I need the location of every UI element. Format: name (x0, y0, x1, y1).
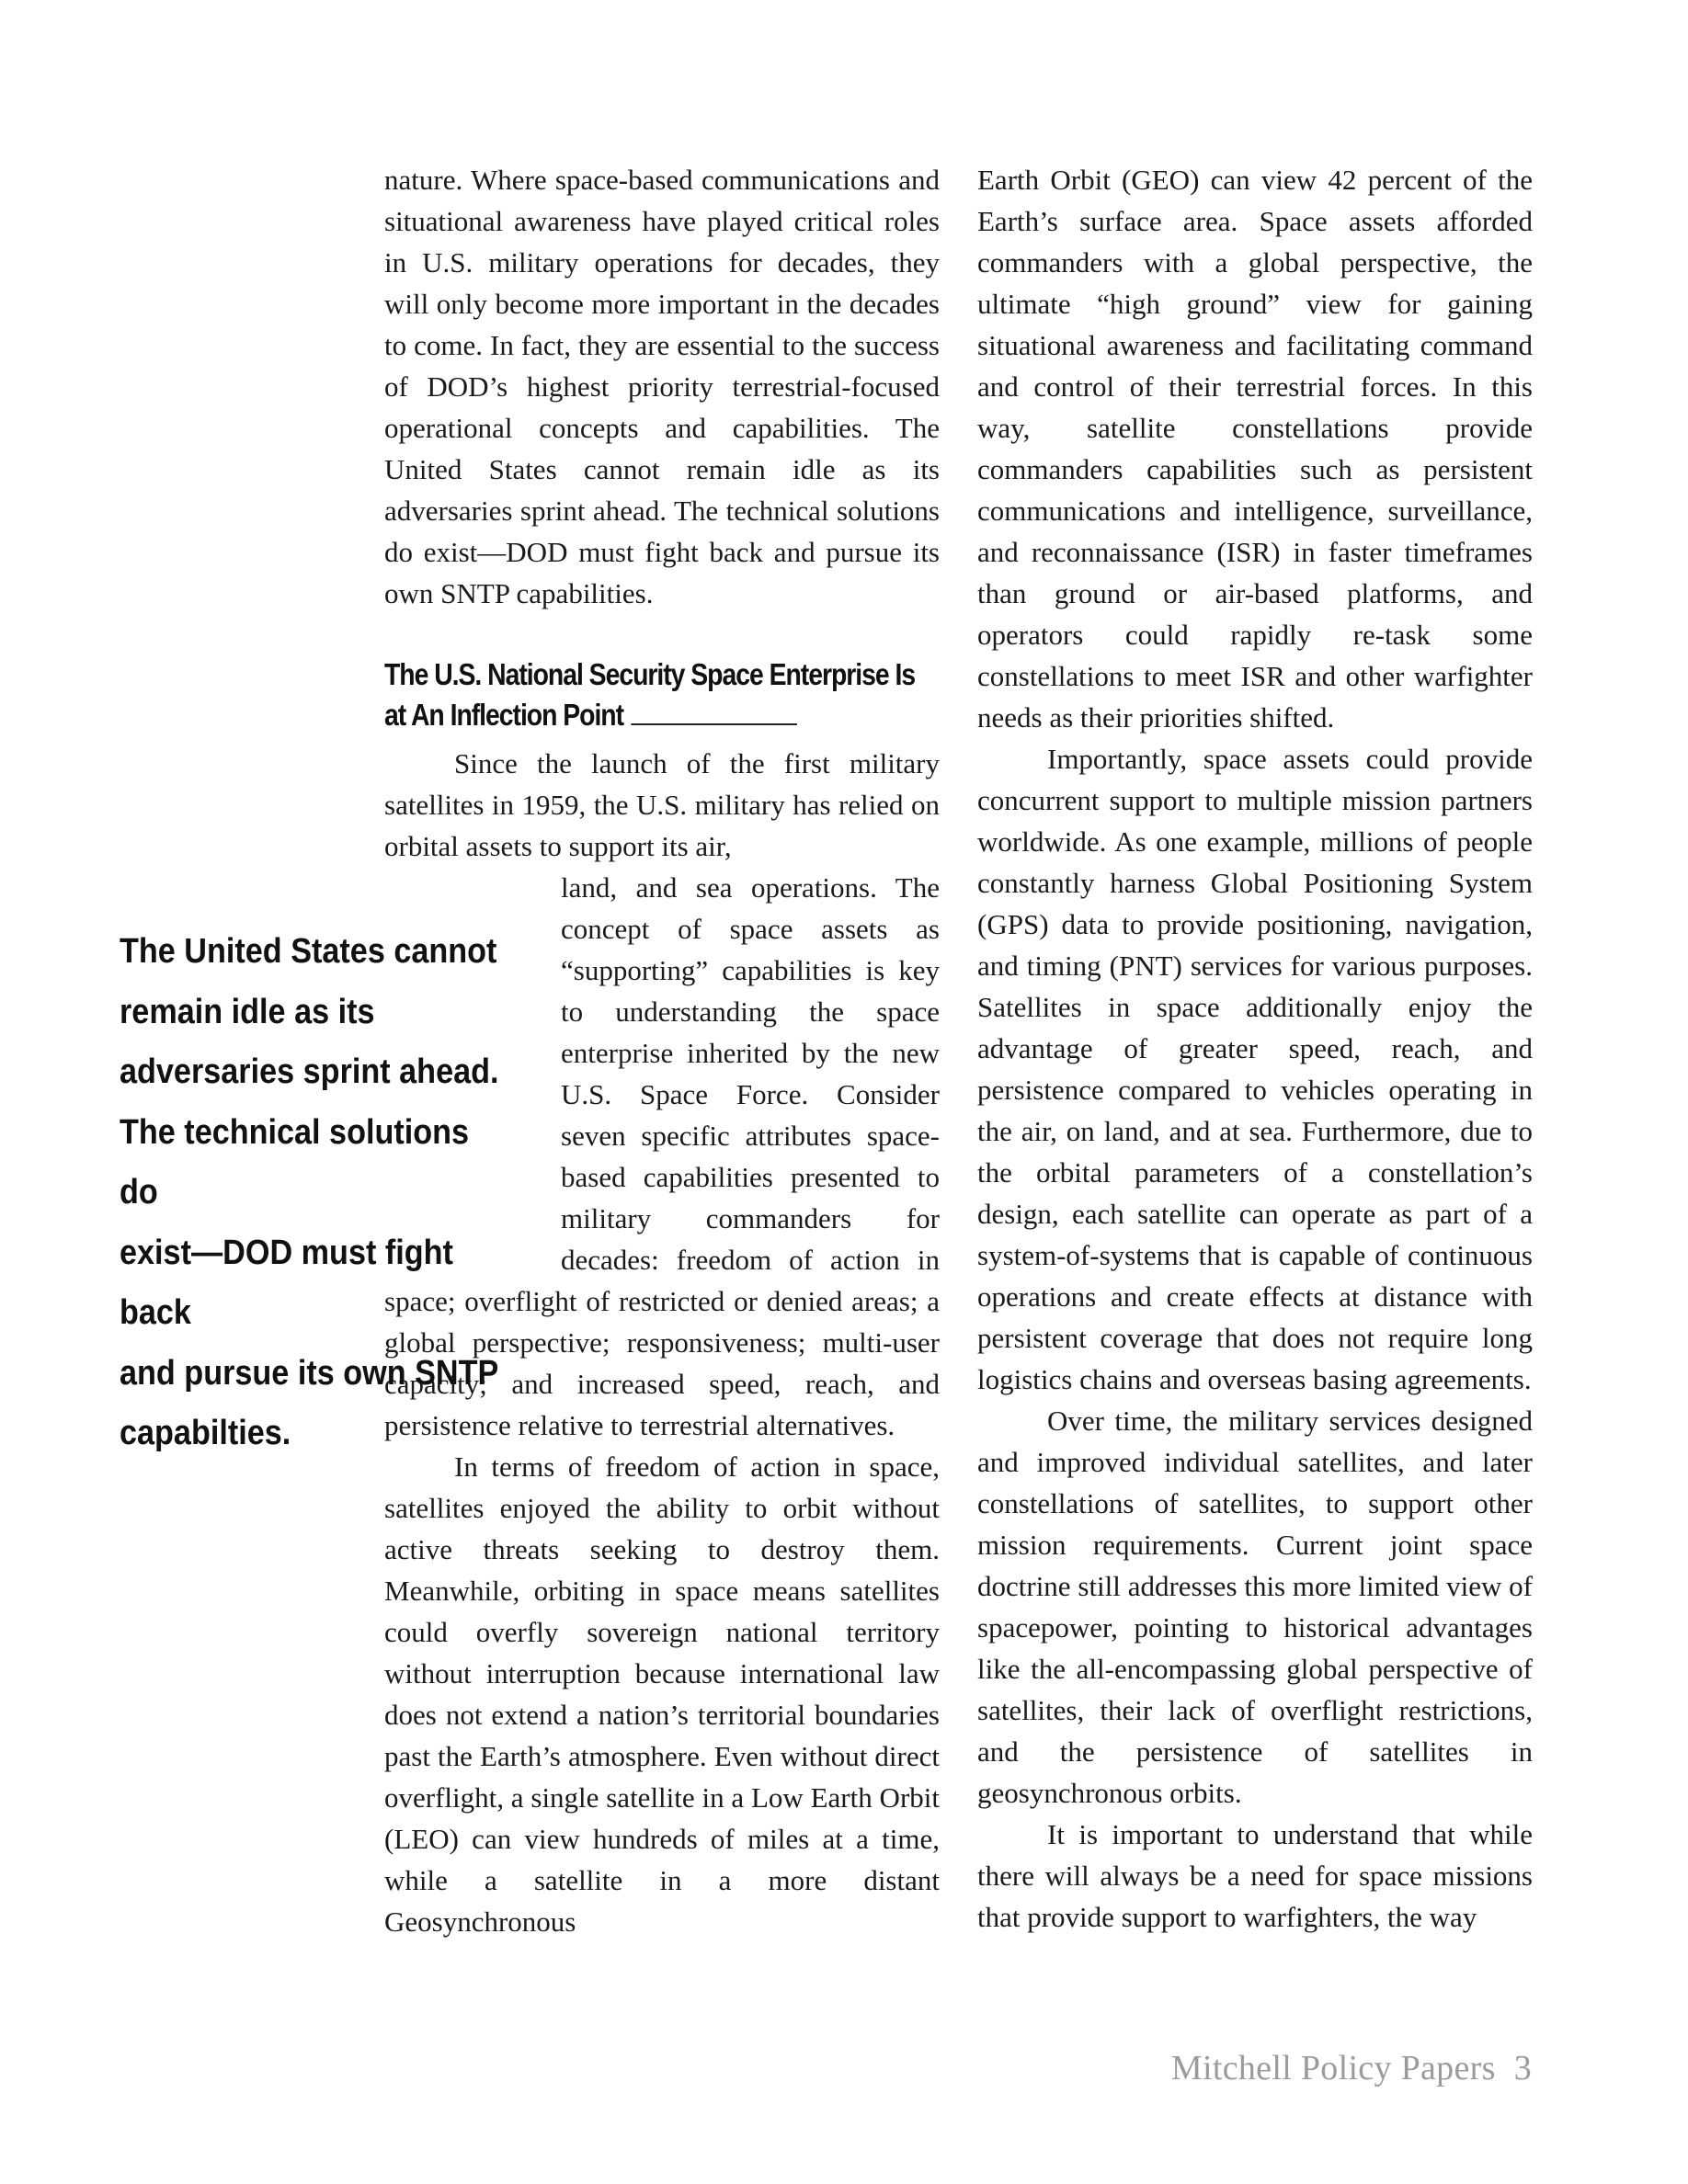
pull-quote-line: and pursue its own SNTP (120, 1353, 499, 1393)
page-footer (1171, 2048, 1532, 2088)
section-heading-text: The U.S. National Security Space Enterprise Is at An Inflection Point (384, 657, 916, 732)
left-paragraph-2-wrap: land, and sea operations. The concept of space assets as “supporting” capabilities is key to understanding the space enterprise inherited by the new U.S. Space Force. Consider seven specific attributes space-based capabilities presented to military commanders for decades: freedom of action in space; overflight of restricted or denied areas; a global perspective; responsiveness; multi-user capacity; and increased speed, reach, and persistence relative to terrestrial alternatives. (384, 871, 940, 1441)
right-paragraph-2: Importantly, space assets could provide concurrent support to multiple mission partners worldwide. As one example, millions of people constantly harness Global Positioning System (GPS) data to provide positioning, navigation, and timing (PNT) services for various purposes. Satellites in space additionally enjoy the advantage of greater speed, reach, and persistence compared to vehicles operating in the air, on land, and at sea. Furthermore, due to the orbital parameters of a constellation’s design, each satellite can operate as part of a system-of-systems that is capable of continuous operations and create effects at distance with persistent coverage that does not require long logistics chains and overseas basing agreements. (977, 743, 1533, 1395)
pull-quote-line: adversaries sprint ahead. (120, 1052, 499, 1091)
pull-quote-line: capabilties. (120, 1414, 291, 1452)
heading-rule (632, 723, 798, 725)
left-paragraph-3: In terms of freedom of action in space, satellites enjoyed the ability to orbit without active threats seeking to destroy them. Meanwhile, orbiting in space means satellites could overfly sovereign national territory without interruption because international law does not extend a nation’s territorial boundaries past the Earth’s atmosphere. Even without direct overflight, a single satellite in a Low Earth Orbit (LEO) can view hundreds of miles at a time, while a satellite in a more distant Geosynchronous (384, 1450, 940, 1938)
publication-name: Mitchell Policy Papers (1170, 2049, 1496, 2087)
section-heading (384, 654, 940, 735)
right-paragraph-3: Over time, the military services designed and improved individual satellites, and later constellations of satellites, to support other mission requirements. Current joint space doctrine still addresses this more limited view of spacepower, pointing to historical advantages like the all-encompassing global perspective of satellites, their lack of overflight restrictions, and the persistence of satellites in geosynchronous orbits. (977, 1405, 1533, 1809)
pull-quote-line: exist—DOD must fight back (120, 1233, 453, 1332)
left-paragraph-1: nature. Where space-based communications and situational awareness have played critical roles in U.S. military operations for decades, they will only become more important in the decades to come. In fact, they are essential to the success of DOD’s highest priority terrestrial-focused operational concepts and capabilities. The United States cannot remain idle as its adversaries sprint ahead. The technical solutions do exist—DOD must fight back and pursue its own SNTP capabilities. (384, 164, 940, 609)
pull-quote (120, 922, 508, 1464)
pull-quote-line: The United States cannot (120, 932, 497, 971)
pull-quote-line: The technical solutions do (120, 1112, 470, 1211)
page-number: 3 (1513, 2049, 1532, 2087)
left-paragraph-2-intro: Since the launch of the first military satellites in 1959, the U.S. military has relied on orbital assets to support its air, (384, 747, 940, 862)
right-paragraph-4: It is important to understand that while there will always be a need for space missions that provide support to warfighters, the way (977, 1818, 1533, 1933)
right-paragraph-1: Earth Orbit (GEO) can view 42 percent of the Earth’s surface area. Space assets afforded commanders with a global perspective, the ultimate “high ground” view for gaining situational awareness and facilitating command and control of their terrestrial forces. In this way, satellite constellations provide commanders capabilities such as persistent communications and intelligence, surveillance, and reconnaissance (ISR) in faster timeframes than ground or air-based platforms, and operators could rapidly re-task some constellations to meet ISR and other warfighter needs as their priorities shifted. (977, 164, 1533, 734)
right-column (977, 159, 1533, 1938)
pull-quote-line: remain idle as its (120, 992, 375, 1031)
